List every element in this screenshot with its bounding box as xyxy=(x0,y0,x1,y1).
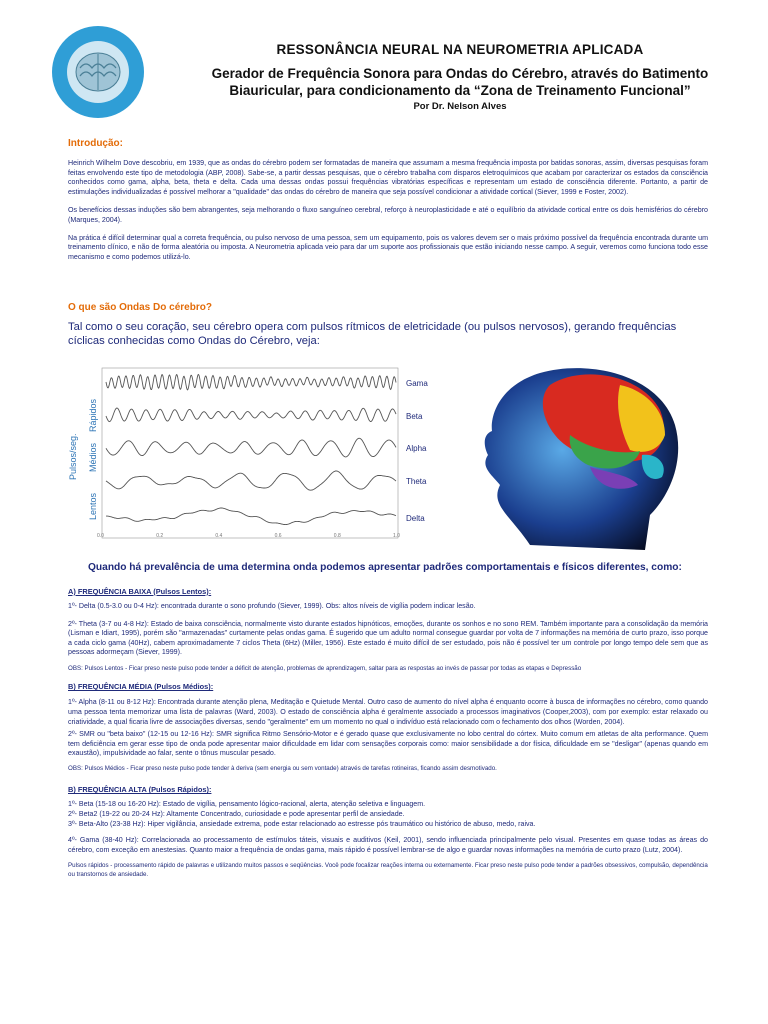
wave-label-beta: Beta xyxy=(406,412,423,421)
intro-section xyxy=(68,138,708,262)
wave-label-theta: Theta xyxy=(406,477,427,486)
delta-item: 1º- Delta (0.5-3.0 ou 0-4 Hz): encontrada durante o sono profundo (Siever, 1999). Obs: altos níveis de vigília podem indicar lesão. xyxy=(68,602,476,610)
alpha-wave xyxy=(106,438,396,457)
beta-item: 1º- Beta (15-18 ou 16-20 Hz): Estado de vigília, pensamento lógico-racional, alerta, atenção seletiva e linguagem. xyxy=(68,800,426,809)
theta-wave xyxy=(106,471,396,490)
beta-high-item: 3º- Beta-Alto (23-38 Hz): Hiper vigilância, ansiedade extrema, pode estar relacionado ao estresse pós traumático ou histórico de abuso, medo, raiva. xyxy=(68,819,536,828)
low-frequency-title: A) FREQUÊNCIA BAIXA (Pulsos Lentos): xyxy=(68,587,212,596)
waves-heading: O que são Ondas Do cérebro? xyxy=(68,302,212,313)
low-frequency-obs: OBS: Pulsos Lentos - Ficar preso neste pulso pode tender a déficit de atenção, problemas de aprendizagem, saltar para as respostas ao invés de passar por todas as etapas e Depressão xyxy=(68,664,582,672)
x-tick-label: 0.8 xyxy=(333,533,341,539)
waves-lead: Tal como o seu coração, seu cérebro opera com pulsos rítmicos de eletricidade (ou pulsos nervosos), gerando frequências cíclicas conhecidas como Ondas do Cérebro, veja: xyxy=(68,321,677,347)
speed-label-medium: Médios xyxy=(88,442,98,472)
gama-wave xyxy=(106,375,396,390)
header xyxy=(160,42,760,112)
smr-item: 2º- SMR ou "beta baixo" (12-15 ou 12-16 Hz): SMR significa Ritmo Sensório-Motor e é gerado quase que exclusivamente no lobo central do córtex. Muito comum em atletas de alta performance. Quem tem deficiência em gerar esse tipo de onda pode apresentar maior dificuldade em lidar com sensações corporais como: maior sensibilidade a dor física, dificuldade em se "desligar" (apenas quando em exaustão), impulsividade ao falar, sente o tônus muscular pesado. xyxy=(68,730,708,758)
wave-label-gama: Gama xyxy=(406,379,428,388)
subtitle-line-2: Biauricular, para condicionamento da “Zona de Treinamento Funcional” xyxy=(229,83,691,98)
waves-section xyxy=(68,302,708,348)
prevalence-heading: Quando há prevalência de uma determina onda podemos apresentar padrões comportamentais e físicos diferentes, como: xyxy=(88,562,682,573)
beta2-item: 2º- Beta2 (19-22 ou 20-24 Hz): Altamente Concentrado, curiosidade e pode apresentar perfil de ansiedade. xyxy=(68,809,405,818)
prevalence-section xyxy=(68,587,708,879)
x-tick-label: 0.6 xyxy=(274,533,282,539)
beta-wave xyxy=(106,408,396,422)
brainwave-diagram xyxy=(66,360,436,540)
x-tick-label: 0.2 xyxy=(156,533,164,539)
speed-label-slow: Lentos xyxy=(88,492,98,520)
x-tick-label: 0.4 xyxy=(215,533,223,539)
subtitle-line-1: Gerador de Frequência Sonora para Ondas do Cérebro, através do Batimento xyxy=(211,66,709,81)
author: Por Dr. Nelson Alves xyxy=(413,101,507,112)
medium-frequency-obs: OBS: Pulsos Médios - Ficar preso neste pulso pode tender à deriva (sem energia ou sem vontade) através de tarefas rotineiras, ficando assim desmotivado. xyxy=(68,764,497,772)
page-title: RESSONÂNCIA NEURAL NA NEUROMETRIA APLICADA xyxy=(276,42,644,57)
intro-paragraph-1: Heinrich Wilhelm Dove descobriu, em 1939, que as ondas do cérebro podem ser formatadas de maneira que assumam a mesma frequência imposta por batidas sonoras, assim, diversas pesquisas foram feitas envolvendo este tipo de metodologia (ABP, 2008). Sabe-se, a partir dessas pesquisas, que o cérebro trabalha com disparos eletroquímicos que acabam por caracterizar os estados da consciência conhecidos como gama, alpha, beta, theta e delta. Cada uma dessas ondas possui frequências vibratórias específicas e representam um estado de consciência diferente. Portanto, a partir de estimulações individualizadas é possível melhorar a "qualidade" das ondas do cérebro de maneira que seja possível condicionar a atividade cortical (Siever, 1999 e Foster, 2002). xyxy=(68,159,708,196)
medium-frequency-title: B) FREQUÊNCIA MÉDIA (Pulsos Médios): xyxy=(68,682,214,692)
y-axis-label: Pulsos/seg. xyxy=(68,433,78,480)
delta-wave xyxy=(106,508,396,525)
x-tick-label: 0.0 xyxy=(97,533,104,539)
head-brain-image xyxy=(470,355,700,550)
society-logo xyxy=(50,24,146,120)
high-frequency-title: B) FREQUÊNCIA ALTA (Pulsos Rápidos): xyxy=(68,785,212,795)
wave-label-delta: Delta xyxy=(406,514,425,523)
intro-paragraph-2: Os benefícios dessas induções são bem abrangentes, seja melhorando o fluxo sanguíneo cerebral, reforço à neuroplasticidade e até o equilíbrio da atividade cortical entre os dois hemisférios do cérebro (Marques, 2004). xyxy=(68,206,708,224)
alpha-item: 1º- Alpha (8-11 ou 8-12 Hz): Encontrada durante atenção plena, Meditação e Quietude Mental. Outro caso de aumento do nível alpha é enquanto ocorre à busca de informações no cérebro, como quando uma pessoa tenta memorizar uma lista de palavras (Ward, 2003). O estado de consciência alpha é geralmente associado a processos imaginativos (Cooper,2003), com por exemplo: estar relaxado ou criatividade, a qual ficaria livre de associações diversas, sendo "geralmente" em um momento no qual o indivíduo está relacionado com o fechamento dos olhos (Worden, 2004). xyxy=(68,698,708,726)
wave-label-alpha: Alpha xyxy=(406,444,427,453)
gama-item: 4º- Gama (38-40 Hz): Correlacionada ao processamento de estímulos táteis, visuais e auditivos (Keil, 2001), sendo influenciada principalmente pelo visual. Presentes em quase todas as áreas do cérebro, com exceção em anestesias. Quanto maior a frequência de ondas gama, mais rápido é possível lembrar-se de algo e guardar novas informações na memória de curto prazo (Lutz, 2004). xyxy=(68,836,708,854)
x-tick-label: 1.0 xyxy=(393,533,400,539)
theta-item: 2º- Theta (3-7 ou 4-8 Hz): Estado de baixa consciência, normalmente visto durante estados hipnóticos, emoções, durante os sonhos e no sono REM. Também importante para a consolidação da memória (Lisman e Idiart, 1995), porém são "armazenadas" curtamente pelas ondas gama. É sugerido que um adulto normal consegue guardar por volta de 7 informações na memória de curto prazo, isso porque a cada ciclo gama (40Hz), cabem aproximadamente 7 ciclos Theta (6Hz) (Miller, 1956). Este estado é muito difícil de ser estudado, pois não é possível ter um controle por longo tempo dele sem que as pessoas adormeçam (Siever, 1999). xyxy=(68,619,708,657)
intro-heading: Introdução: xyxy=(68,138,123,149)
high-frequency-obs: Pulsos rápidos - processamento rápido de palavras e utilizando muitos passos e seqüências. Você pode focalizar reações interna ou externamente. Ficar preso neste pulso pode tender a padrões obsessivos, compulsão, dependência ou transtornos de ansiedade. xyxy=(68,862,708,878)
intro-paragraph-3: Na prática é difícil determinar qual a correta frequência, ou pulso nervoso de uma pessoa, sem um equipamento, pois os valores devem ser o mais próximo possível da frequência encontrada durante um treinamento clínico, e não de forma aleatória ou imposta. A Neurometria aplicada veio para dar um suporte aos profissionais que estão iniciando nesse campo. A seguir, veremos como funciona todo esse mecanismo e como podemos utilizá-lo. xyxy=(68,233,708,261)
speed-label-fast: Rápidos xyxy=(88,398,98,432)
